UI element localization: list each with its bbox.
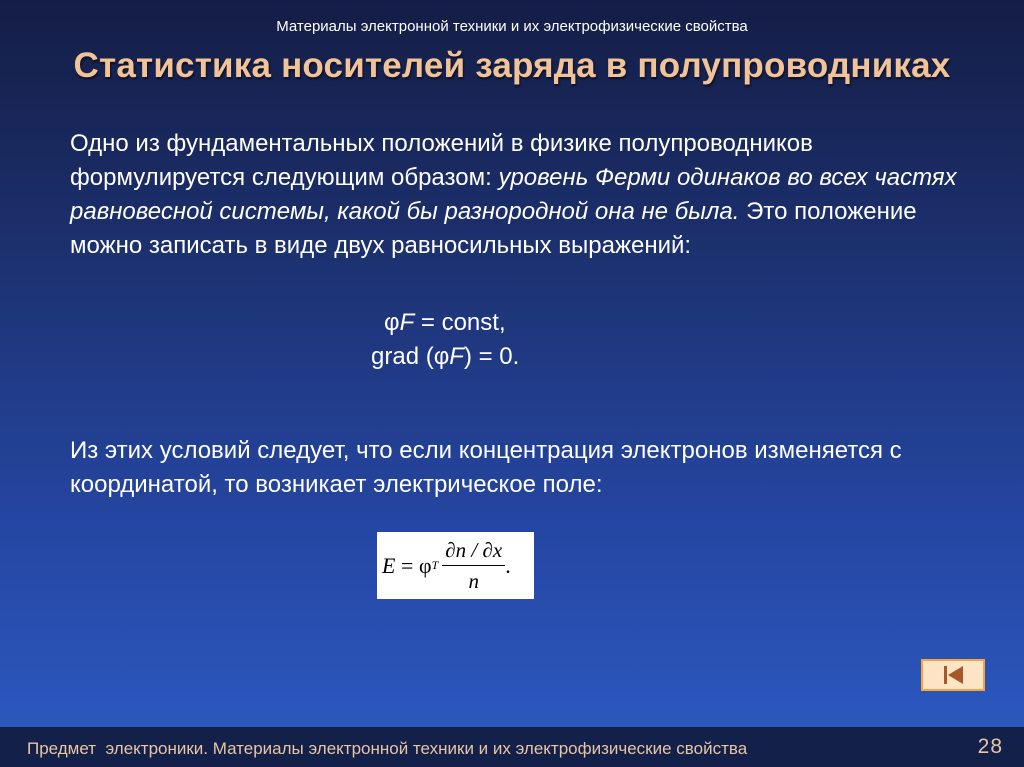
subject-header: Материалы электронной техники и их электрофизические свойства bbox=[276, 18, 748, 35]
phi-symbol: φ bbox=[384, 309, 400, 336]
equation-rest: ) = 0. bbox=[463, 343, 520, 370]
formula-equals: = bbox=[395, 552, 419, 578]
footer-text: Предмет электроники. Материалы электронной техники и их электрофизические свойства bbox=[27, 739, 748, 758]
paragraph-tail: Это положение можно записать в виде двух равносильных выражений: bbox=[70, 198, 917, 259]
formula-lhs: E bbox=[382, 552, 396, 578]
formula-denominator: n bbox=[468, 568, 479, 593]
paragraph-electric-field: Из этих условий следует, что если концентрация электронов изменяется с координатой, то возникает электрическое поле: bbox=[70, 437, 902, 498]
formula-phi: φ bbox=[418, 552, 432, 578]
equation-fermi-const bbox=[384, 309, 506, 337]
grad-lead: grad ( bbox=[371, 343, 434, 370]
fermi-var: F bbox=[449, 343, 464, 370]
slide-title: Статистика носителей заряда в полупроводниках bbox=[73, 46, 951, 85]
equation-rest: = const, bbox=[414, 309, 506, 336]
page-number: 28 bbox=[977, 735, 1003, 758]
fermi-level-emphasis: уровень Ферми одинаков во всех частях равновесной системы, какой бы разнородной она не была. bbox=[70, 164, 957, 225]
electric-field-formula bbox=[377, 532, 534, 599]
paragraph-lead: Одно из фундаментальных положений в физике полупроводников формулируется следующим образом: bbox=[70, 130, 813, 191]
phi-symbol: φ bbox=[433, 343, 450, 370]
equation-grad bbox=[371, 343, 519, 371]
formula-end: . bbox=[505, 552, 511, 578]
first-slide-button[interactable] bbox=[921, 659, 985, 691]
skip-to-start-icon bbox=[923, 661, 983, 689]
fermi-var: F bbox=[399, 309, 415, 336]
paragraph-fermi-statement bbox=[70, 127, 970, 263]
formula-numerator: ∂n / ∂x bbox=[445, 537, 503, 562]
formula-subscript: T bbox=[431, 558, 439, 572]
formula-fraction bbox=[442, 538, 505, 594]
